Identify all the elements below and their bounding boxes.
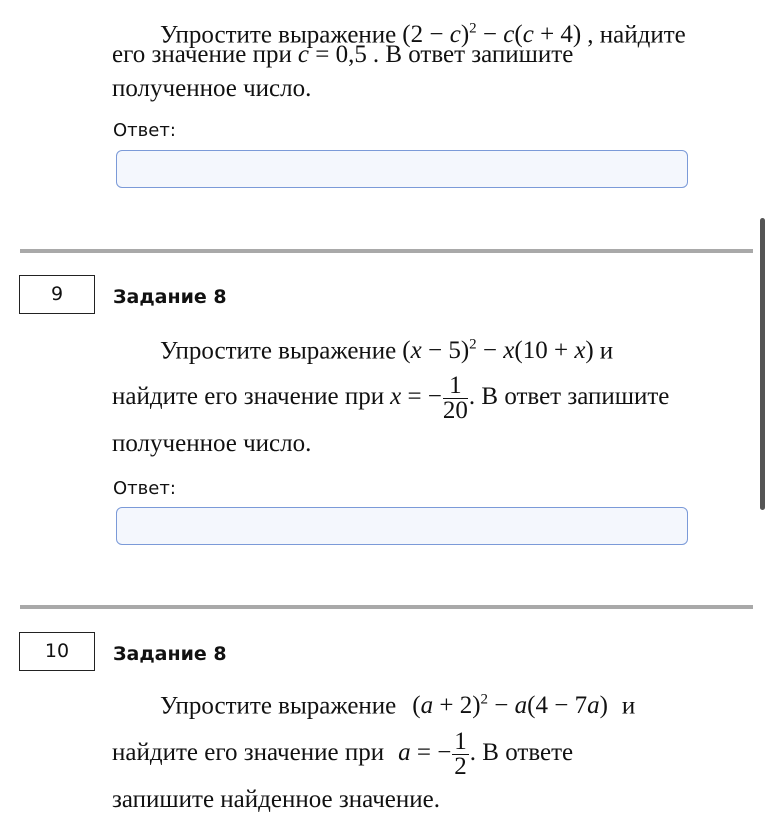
task-8-line-2: [112, 40, 573, 70]
formula-token: (: [412, 692, 421, 720]
formula-token: 2: [469, 337, 477, 353]
task-8-line-3: полученное число.: [112, 75, 312, 102]
fraction: [442, 371, 468, 424]
formula-token: −: [421, 337, 449, 365]
formula: [412, 692, 608, 719]
formula-token: (: [527, 692, 536, 720]
task-heading: Задание 8: [113, 286, 227, 308]
formula-token: −: [547, 692, 575, 720]
formula-token: =: [308, 41, 336, 68]
formula-token: −: [476, 21, 504, 49]
value-formula: [298, 41, 367, 68]
formula-token: x: [574, 337, 586, 365]
task-text: найдите его значение при: [112, 739, 385, 766]
formula-token: c: [449, 21, 461, 49]
formula-token: x: [390, 383, 402, 410]
task-text: Упростите выражение: [160, 337, 397, 365]
fraction: [452, 727, 469, 780]
task-text: . В ответ запишите: [372, 41, 574, 68]
formula-token: a: [398, 739, 411, 766]
formula-token: a: [420, 692, 434, 720]
task-number-box: 9: [19, 275, 95, 314]
task-text: Упростите выражение: [160, 21, 397, 49]
formula-token: ): [585, 337, 594, 365]
formula-token: 2: [480, 692, 489, 708]
answer-label: Ответ:: [113, 120, 176, 141]
formula-token: 2: [410, 21, 424, 49]
task-text: Упростите выражение: [160, 692, 397, 720]
formula-token: c: [297, 41, 309, 68]
formula-token: ): [460, 337, 470, 365]
task-text: найдите его значение при: [112, 383, 385, 410]
formula-token: ): [460, 21, 470, 49]
answer-label: Ответ:: [113, 478, 176, 499]
formula-token: x: [410, 337, 422, 365]
formula-token: a: [587, 692, 600, 720]
formula-token: ): [572, 21, 582, 49]
answer-input[interactable]: [116, 507, 688, 545]
formula-token: 5: [448, 337, 461, 365]
fraction-denominator: 20: [442, 396, 468, 424]
divider: [20, 605, 753, 609]
formula-token: −: [476, 337, 504, 365]
task-9-line-3: полученное число.: [112, 430, 312, 457]
formula-token: ): [599, 692, 608, 720]
task-10-line-1: [160, 685, 635, 721]
formula-token: +: [533, 21, 561, 49]
formula-token: 2: [469, 21, 477, 37]
task-text: его значение при: [112, 41, 292, 68]
task-10-line-2: [112, 728, 573, 779]
formula-token: (: [402, 337, 411, 365]
answer-input[interactable]: [116, 150, 688, 188]
divider: [20, 249, 753, 253]
formula-token: a: [514, 692, 528, 720]
task-text: и: [621, 692, 636, 720]
formula-token: 2: [459, 692, 473, 720]
formula-token: (: [514, 337, 523, 365]
formula-token: −: [423, 21, 450, 49]
formula-token: 7: [574, 692, 588, 720]
task-number-box: 10: [19, 632, 95, 671]
formula-token: 10: [522, 337, 548, 365]
formula-token: +: [547, 337, 575, 365]
task-text: , найдите: [587, 21, 686, 49]
formula-token: (: [514, 21, 523, 49]
value-formula: [390, 383, 442, 410]
task-text: . В ответе: [469, 739, 574, 766]
formula-token: c: [522, 21, 534, 49]
task-heading: Задание 8: [113, 643, 227, 665]
task-9-line-1: [160, 330, 613, 366]
formula-token: c: [503, 21, 515, 49]
formula-token: 4: [535, 692, 548, 720]
task-text: и: [599, 337, 614, 365]
fraction-denominator: 2: [454, 752, 467, 780]
formula-token: = −: [401, 383, 442, 410]
task-9-line-2: [112, 372, 669, 423]
formula-token: 0,5: [335, 41, 367, 68]
formula: [402, 337, 593, 364]
formula-token: x: [503, 337, 515, 365]
scrollbar[interactable]: [760, 218, 765, 510]
formula-token: +: [433, 692, 460, 720]
formula-token: 4: [560, 21, 573, 49]
fraction-numerator: 1: [443, 374, 468, 399]
formula-token: ): [472, 692, 481, 720]
fraction-numerator: 1: [454, 727, 467, 755]
value-formula: [398, 739, 451, 766]
formula-token: (: [402, 21, 411, 49]
formula-token: = −: [410, 739, 452, 766]
formula-token: −: [488, 692, 515, 720]
task-10-line-3: запишите найденное значение.: [112, 786, 441, 813]
task-text: . В ответ запишите: [468, 383, 670, 410]
